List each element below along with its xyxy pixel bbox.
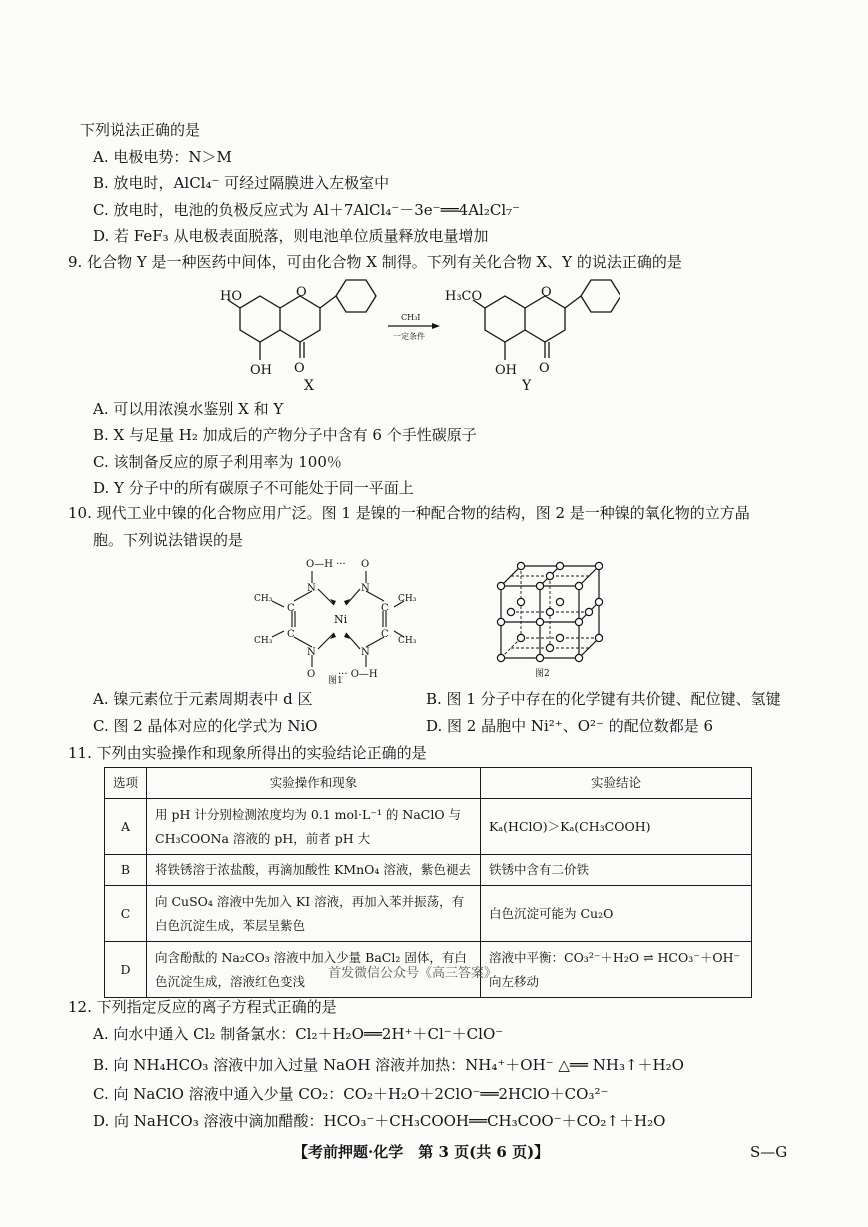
q10-option-a: A. 镍元素位于元素周期表中 d 区: [93, 690, 313, 708]
fig1-ch3-bl: CH₃: [254, 636, 273, 646]
fig1-n-tl: N: [307, 583, 316, 594]
fig1-c-tr: C: [381, 603, 389, 614]
row-operation: 将铁锈溶于浓盐酸，再滴加酸性 KMnO₄ 溶液，紫色褪去: [147, 855, 481, 886]
fig1-ch3-tl: CH₃: [254, 594, 273, 604]
table-header-conclusion: 实验结论: [481, 768, 752, 799]
fig1-o-bottom-left: O: [307, 669, 316, 680]
y-h3co-label: H₃CO: [445, 289, 483, 304]
table-header-operation: 实验操作和现象: [147, 768, 481, 799]
q12-option-b: B. 向 NH₄HCO₃ 溶液中加入过量 NaOH 溶液并加热：NH₄⁺＋OH⁻ △══ NH₃↑＋H₂O: [93, 1056, 684, 1074]
q8-stem: 下列说法正确的是: [80, 121, 201, 139]
x-label: X: [304, 378, 314, 393]
fig1-oh-top: O—H ···: [306, 559, 346, 570]
fig1-c-bl: C: [287, 629, 295, 640]
x-carbonyl-o: O: [294, 361, 305, 376]
watermark: 首发微信公众号《高三答案》: [328, 966, 498, 981]
y-carbonyl-o: O: [539, 361, 550, 376]
fig1-ch3-tr: CH₃: [398, 594, 417, 604]
fig1-caption: 图1: [328, 676, 343, 685]
q9-stem: 9. 化合物 Y 是一种医药中间体，可由化合物 X 制得。下列有关化合物 X、Y 的说法正确的是: [68, 253, 682, 271]
row-operation: 向含酚酞的 Na₂CO₃ 溶液中加入少量 BaCl₂ 固体，有白色沉淀生成，溶液红色变浅: [147, 942, 481, 998]
q10-option-b: B. 图 1 分子中存在的化学键有共价键、配位键、氢键: [426, 690, 781, 708]
figure-2-unit-cell: [495, 560, 605, 680]
q8-option-d: D. 若 FeF₃ 从电极表面脱落，则电池单位质量释放电量增加: [93, 227, 489, 245]
y-ring-o: O: [541, 285, 552, 300]
fig2-caption: 图2: [535, 669, 550, 679]
row-conclusion: Kₐ(HClO)＞Kₐ(CH₃COOH): [481, 799, 752, 855]
fig1-ch3-br: CH₃: [398, 636, 417, 646]
q12-stem: 12. 下列指定反应的离子方程式正确的是: [68, 998, 337, 1016]
fig1-oh-bottom: ··· O—H: [338, 669, 378, 680]
q9-option-b: B. X 与足量 H₂ 加成后的产物分子中含有 6 个手性碳原子: [93, 426, 477, 444]
q9-option-c: C. 该制备反应的原子利用率为 100％: [93, 453, 342, 471]
x-ring-o: O: [296, 285, 307, 300]
table-row: [105, 799, 752, 855]
q9-option-a: A. 可以用浓溴水鉴别 X 和 Y: [93, 400, 284, 418]
q9-option-d: D. Y 分子中的所有碳原子不可能处于同一平面上: [93, 479, 414, 497]
row-conclusion: 溶液中平衡：CO₃²⁻＋H₂O ⇌ HCO₃⁻＋OH⁻ 向左移动: [481, 942, 752, 998]
q10-stem-line2: 胞。下列说法错误的是: [93, 531, 244, 549]
reaction-scheme: [220, 278, 620, 393]
q11-stem: 11. 下列由实验操作和现象所得出的实验结论正确的是: [68, 744, 427, 762]
x-ho-label: HO: [220, 289, 242, 304]
fig1-ni: Ni: [334, 613, 348, 626]
fig1-o-top-right: O: [361, 559, 370, 570]
table-row: [105, 855, 752, 886]
x-oh-label: OH: [250, 363, 272, 378]
q12-option-a: A. 向水中通入 Cl₂ 制备氯水：Cl₂＋H₂O══2H⁺＋Cl⁻＋ClO⁻: [93, 1025, 504, 1043]
fig1-n-br: N: [361, 647, 370, 658]
arrow-condition: 一定条件: [393, 332, 425, 341]
row-label: B: [105, 855, 147, 886]
fig1-c-tl: C: [287, 603, 295, 614]
q12-option-c: C. 向 NaClO 溶液中通入少量 CO₂：CO₂＋H₂O＋2ClO⁻══2HClO＋CO₃²⁻: [93, 1085, 609, 1103]
fig1-n-tr: N: [361, 583, 370, 594]
row-conclusion: 铁锈中含有二价铁: [481, 855, 752, 886]
table-header-option: 选项: [105, 768, 147, 799]
q12-option-d: D. 向 NaHCO₃ 溶液中滴加醋酸：HCO₃⁻＋CH₃COOH══CH₃COO⁻＋CO₂↑＋H₂O: [93, 1112, 666, 1130]
footer-title: 【考前押题·化学 第 3 页(共 6 页)】: [293, 1143, 550, 1161]
q8-option-b: B. 放电时，AlCl₄⁻ 可经过隔膜进入左极室中: [93, 174, 390, 192]
row-label: C: [105, 886, 147, 942]
q10-option-d: D. 图 2 晶胞中 Ni²⁺、O²⁻ 的配位数都是 6: [426, 717, 714, 735]
row-label: D: [105, 942, 147, 998]
footer-code: S—G: [750, 1143, 788, 1161]
table-row: [105, 886, 752, 942]
q10-stem-line1: 10. 现代工业中镍的化合物应用广泛。图 1 是镍的一种配合物的结构，图 2 是一种镍的氧化物的立方晶: [68, 504, 750, 522]
fig1-c-br: C: [381, 629, 389, 640]
row-operation: 用 pH 计分别检测浓度均为 0.1 mol·L⁻¹ 的 NaClO 与 CH₃COONa 溶液的 pH，前者 pH 大: [147, 799, 481, 855]
fig1-n-bl: N: [307, 647, 316, 658]
figure-1-ni-complex: [248, 555, 418, 685]
table-header-row: [105, 768, 752, 799]
q10-option-c: C. 图 2 晶体对应的化学式为 NiO: [93, 717, 318, 735]
row-conclusion: 白色沉淀可能为 Cu₂O: [481, 886, 752, 942]
row-label: A: [105, 799, 147, 855]
y-label: Y: [522, 378, 532, 393]
q8-option-c: C. 放电时，电池的负极反应式为 Al＋7AlCl₄⁻－3e⁻══4Al₂Cl₇⁻: [93, 201, 521, 219]
y-oh-label: OH: [495, 363, 517, 378]
row-operation: 向 CuSO₄ 溶液中先加入 KI 溶液，再加入苯并振荡，有白色沉淀生成，苯层呈紫色: [147, 886, 481, 942]
arrow-reagent: CH₃I: [401, 313, 421, 322]
q8-option-a: A. 电极电势：N＞M: [93, 148, 232, 166]
